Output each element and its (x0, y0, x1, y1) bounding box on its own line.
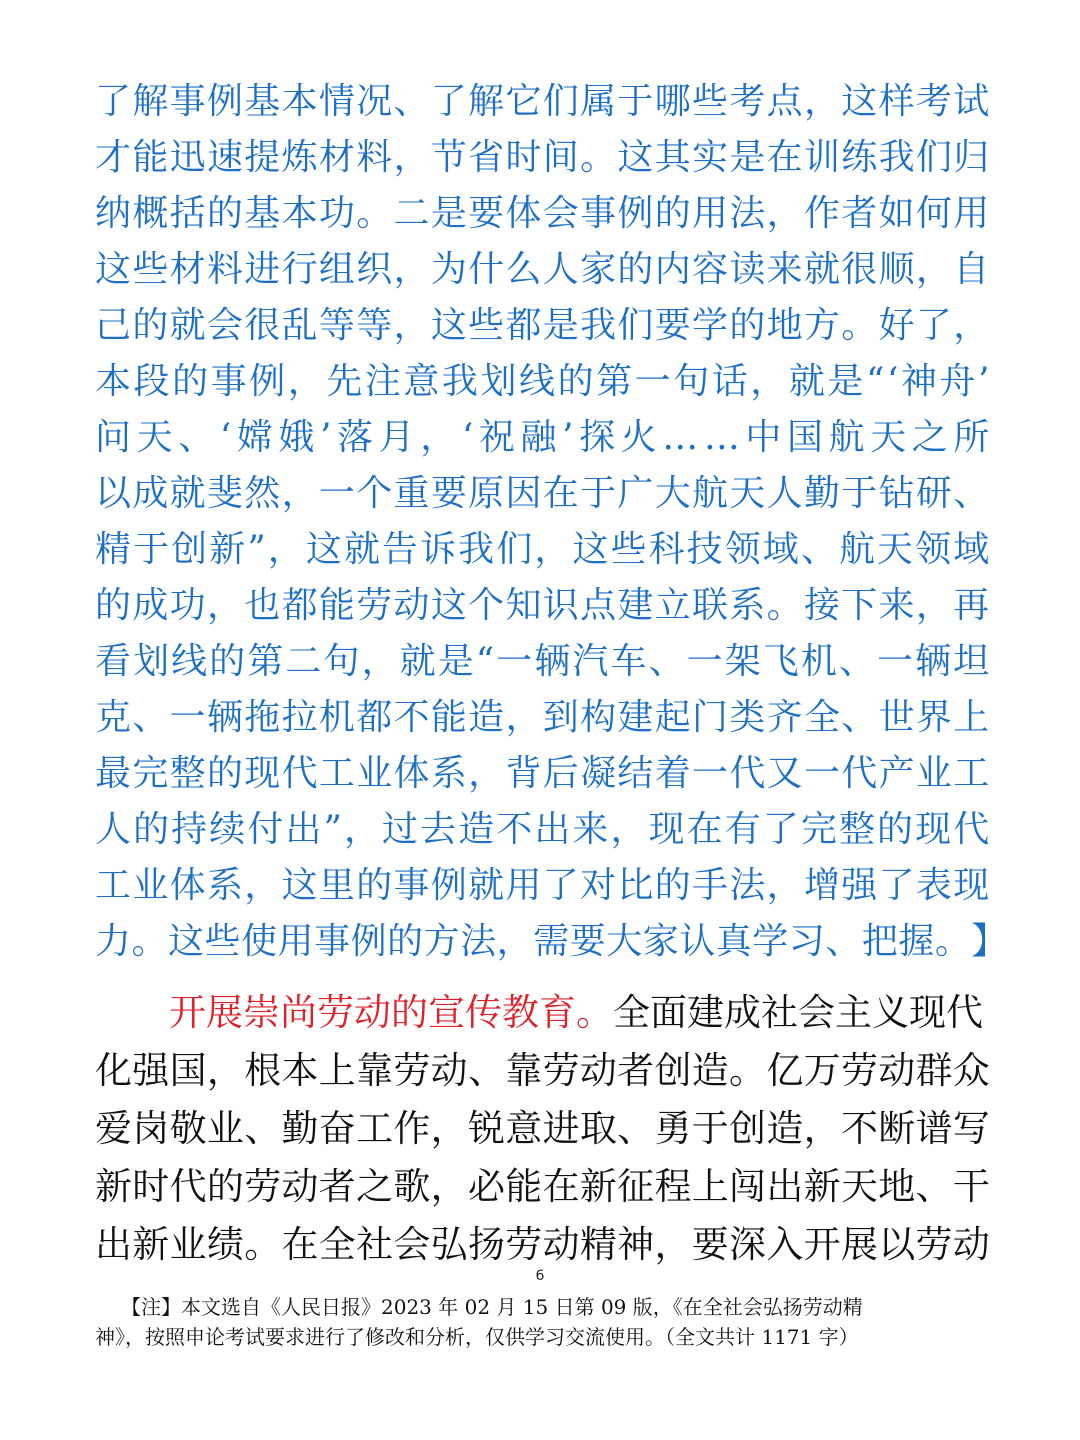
commentary-line: 了 解 事 例 基 本 情 况 、 了 解 它 们 属 于 哪 些 考 点 ， 这 样 考 试 (95, 81, 990, 122)
commentary-line: 力 。 这 些 使 用 事 例 的 方 法 ， 需 要 大 家 认 真 学 习 、 把 握 。 】 (95, 921, 1008, 962)
commentary-line: 才 能 迅 速 提 炼 材 料 ， 节 省 时 间 。 这 其 实 是 在 训 练 我 们 归 (95, 137, 990, 178)
commentary-line: 人 的 持 续 付 出 ” ， 过 去 造 不 出 来 ， 现 在 有 了 完 整 的 现 代 (95, 809, 990, 850)
page-number: 6 (535, 1268, 545, 1284)
commentary-line: 问 天 、 ‘ 嫦 娥 ’ 落 月 ， ‘ 祝 融 ’ 探 火 … … 中 国 航 天 之 所 (95, 417, 990, 458)
commentary-line: 的 成 功 ， 也 都 能 劳 动 这 个 知 识 点 建 立 联 系 。 接 下 来 ， 再 (95, 585, 990, 626)
section-heading: 开展崇尚劳动的宣传教育。 (169, 991, 613, 1034)
commentary-block (95, 74, 1008, 970)
commentary-line: 纳 概 括 的 基 本 功 。 二 是 要 体 会 事 例 的 用 法 ， 作 者 如 何 用 (95, 193, 990, 234)
source-note (95, 1292, 990, 1352)
body-line: 爱 岗 敬 业 、 勤 奋 工 作 ， 锐 意 进 取 、 勇 于 创 造 ， 不 断 谱 写 (95, 1107, 990, 1150)
commentary-line: 这 些 材 料 进 行 组 织 ， 为 什 么 人 家 的 内 容 读 来 就 很 顺 ， 自 (95, 249, 990, 290)
commentary-line: 本 段 的 事 例 ， 先 注 意 我 划 线 的 第 一 句 话 ， 就 是 “ ‘ 神 舟 ’ (95, 361, 990, 402)
body-line: 化 强 国 ， 根 本 上 靠 劳 动 、 靠 劳 动 者 创 造 。 亿 万 劳 动 群 众 (95, 1049, 990, 1092)
body-section (95, 984, 990, 1274)
note-line: 神》，按照申论考试要求进行了修改和分析，仅供学习交流使用。（全文共计 1171 字） (95, 1325, 859, 1349)
body-line: 新 时 代 的 劳 动 者 之 歌 ， 必 能 在 新 征 程 上 闯 出 新 天 地 、 干 (95, 1165, 990, 1208)
commentary-line: 以 成 就 斐 然 ， 一 个 重 要 原 因 在 于 广 大 航 天 人 勤 于 钻 研 、 (95, 473, 990, 514)
note-line: 【注】本文选自《人民日报》2023 年 02 月 15 日第 09 版，《在全社会弘扬劳动精 (121, 1295, 863, 1319)
commentary-line: 精 于 创 新 ” ， 这 就 告 诉 我 们 ， 这 些 科 技 领 域 、 航 天 领 域 (95, 529, 990, 570)
section-first-line (95, 984, 990, 1042)
commentary-line: 克 、 一 辆 拖 拉 机 都 不 能 造 ， 到 构 建 起 门 类 齐 全 、 世 界 上 (95, 697, 990, 738)
body-line: 出 新 业 绩 。 在 全 社 会 弘 扬 劳 动 精 神 ， 要 深 入 开 展 以 劳 动 (95, 1223, 990, 1266)
commentary-line: 己 的 就 会 很 乱 等 等 ， 这 些 都 是 我 们 要 学 的 地 方 。 好 了 ， (95, 305, 990, 346)
commentary-line: 工 业 体 系 ， 这 里 的 事 例 就 用 了 对 比 的 手 法 ， 增 强 了 表 现 (95, 865, 990, 906)
section-first-line-text: 全面建成社会主义现代 (613, 991, 983, 1034)
commentary-line: 看 划 线 的 第 二 句 ， 就 是 “ 一 辆 汽 车 、 一 架 飞 机 、 一 辆 坦 (95, 641, 990, 682)
commentary-line: 最 完 整 的 现 代 工 业 体 系 ， 背 后 凝 结 着 一 代 又 一 代 产 业 工 (95, 753, 990, 794)
